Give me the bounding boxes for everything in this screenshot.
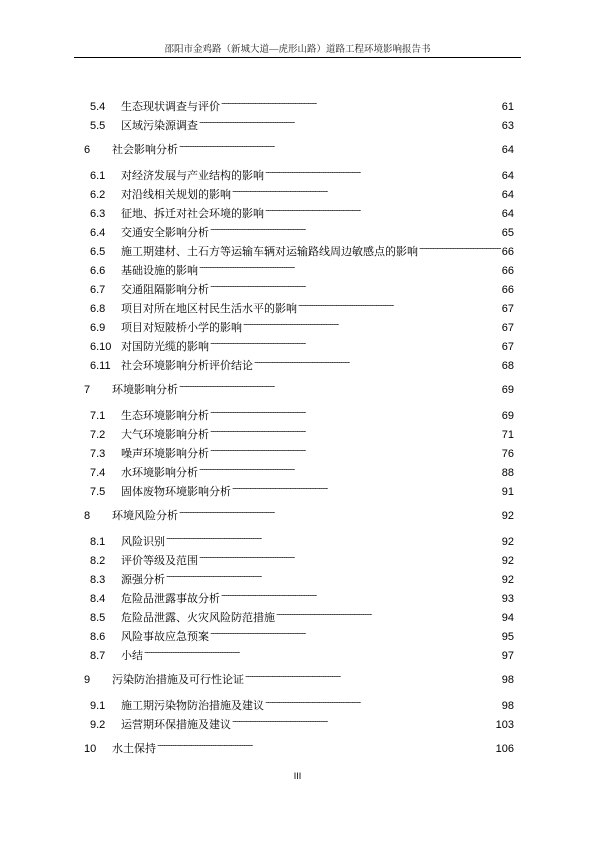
toc-entry-page: 106 <box>495 743 514 755</box>
toc-entry-title: 风险识别 <box>121 536 165 548</box>
toc-entry-page: 64 <box>501 144 514 156</box>
toc-entry[interactable] <box>90 568 514 586</box>
toc-entry-number: 6.6 <box>90 265 106 277</box>
toc-dot-leader <box>210 221 501 236</box>
toc-entry-title: 区域污染源调查 <box>121 120 198 132</box>
toc-dot-leader <box>199 461 501 476</box>
toc-entry[interactable] <box>90 625 514 643</box>
toc-entry[interactable] <box>90 95 514 113</box>
toc-entry-page: 61 <box>501 101 514 113</box>
toc-entry-title: 交通阻隔影响分析 <box>121 284 209 296</box>
toc-entry-title: 固体废物环境影响分析 <box>121 486 231 498</box>
toc-entry-number: 8.5 <box>90 612 106 624</box>
toc-entry-number: 7.5 <box>90 486 106 498</box>
toc-entry-page: 93 <box>501 593 514 605</box>
toc-entry-number: 9 <box>84 674 91 686</box>
page-number: III <box>293 771 302 781</box>
toc-entry-page: 92 <box>501 536 514 548</box>
toc-entry-page: 98 <box>501 700 514 712</box>
toc-entry-number: 5.5 <box>90 120 106 132</box>
toc-entry[interactable] <box>90 404 514 422</box>
toc-entry-page: 94 <box>501 612 514 624</box>
toc-entry-number: 7.2 <box>90 429 106 441</box>
toc-entry-title: 环境影响分析 <box>112 384 178 396</box>
toc-entry-title: 污染防治措施及可行性论证 <box>112 674 244 686</box>
toc-entry-page: 64 <box>501 189 514 201</box>
toc-entry-title: 征地、拆迁对社会环境的影响 <box>121 208 264 220</box>
toc-entry[interactable] <box>90 606 514 624</box>
toc-entry-title: 生态环境影响分析 <box>121 410 209 422</box>
toc-entry-title: 项目对所在地区村民生活水平的影响 <box>121 303 297 315</box>
toc-dot-leader <box>199 114 501 129</box>
toc-entry-page: 88 <box>501 467 514 479</box>
toc-entry-title: 源强分析 <box>121 574 165 586</box>
toc-entry-page: 97 <box>501 650 514 662</box>
toc-entry-number: 8.4 <box>90 593 106 605</box>
toc-entry-title: 施工期建材、土石方等运输车辆对运输路线周边敏感点的影响 <box>121 246 418 258</box>
toc-entry[interactable] <box>90 221 514 239</box>
toc-dot-leader <box>166 530 501 545</box>
toc-dot-leader <box>166 568 501 583</box>
toc-dot-leader <box>210 278 501 293</box>
toc-entry-title: 对沿线相关规划的影响 <box>121 189 231 201</box>
toc-dot-leader <box>254 354 501 369</box>
toc-entry-page: 68 <box>501 360 514 372</box>
toc-dot-leader <box>245 668 501 683</box>
toc-entry[interactable] <box>90 461 514 479</box>
toc-dot-leader <box>265 164 501 179</box>
toc-entry[interactable] <box>90 480 514 498</box>
toc-dot-leader <box>179 378 501 393</box>
toc-entry-number: 8.3 <box>90 574 106 586</box>
toc-entry-number: 6.1 <box>90 170 106 182</box>
toc-entry-page: 92 <box>501 510 514 522</box>
toc-entry-number: 7.4 <box>90 467 106 479</box>
toc-dot-leader <box>232 480 501 495</box>
toc-entry[interactable] <box>90 549 514 567</box>
toc-entry-number: 10 <box>84 743 97 755</box>
toc-entry-page: 67 <box>501 303 514 315</box>
toc-entry-number: 5.4 <box>90 101 106 113</box>
toc-entry-title: 交通安全影响分析 <box>121 227 209 239</box>
toc-entry[interactable] <box>90 114 514 132</box>
toc-entry-number: 6.3 <box>90 208 106 220</box>
toc-entry-title: 运营期环保措施及建议 <box>121 719 231 731</box>
toc-entry-page: 71 <box>501 429 514 441</box>
toc-dot-leader <box>265 202 501 217</box>
toc-entry-title: 对经济发展与产业结构的影响 <box>121 170 264 182</box>
toc-entry-title: 风险事故应急预案 <box>121 631 209 643</box>
toc-entry-page: 67 <box>501 341 514 353</box>
toc-entry-page: 98 <box>501 674 514 686</box>
toc-entry[interactable] <box>90 530 514 548</box>
toc-entry-page: 67 <box>501 322 514 334</box>
toc-entry[interactable] <box>90 694 514 712</box>
toc-entry-number: 8.2 <box>90 555 106 567</box>
toc-entry-page: 92 <box>501 555 514 567</box>
toc-entry-number: 7.1 <box>90 410 106 422</box>
toc-entry-number: 6.9 <box>90 322 106 334</box>
toc-entry-number: 6.4 <box>90 227 106 239</box>
toc-entry-title: 危险品泄露、火灾风险防范措施 <box>121 612 275 624</box>
toc-entry-number: 8.6 <box>90 631 106 643</box>
toc-entry-number: 6 <box>84 144 91 156</box>
toc-entry-title: 危险品泄露事故分析 <box>121 593 220 605</box>
toc-entry-number: 6.7 <box>90 284 106 296</box>
toc-entry-number: 6.8 <box>90 303 106 315</box>
toc-entry-page: 103 <box>495 719 514 731</box>
toc-dot-leader <box>298 297 501 312</box>
toc-dot-leader <box>221 95 501 110</box>
toc-entry-page: 63 <box>501 120 514 132</box>
toc-dot-leader <box>232 713 495 728</box>
toc-entry[interactable] <box>90 316 514 334</box>
toc-dot-leader <box>179 138 501 153</box>
toc-entry-title: 基础设施的影响 <box>121 265 198 277</box>
toc-dot-leader <box>210 625 501 640</box>
toc-entry-title: 水环境影响分析 <box>121 467 198 479</box>
toc-entry[interactable] <box>90 713 514 731</box>
toc-entry-title: 施工期污染物防治措施及建议 <box>121 700 264 712</box>
toc-dot-leader <box>179 504 501 519</box>
toc-entry-title: 生态现状调查与评价 <box>121 101 220 113</box>
toc-entry-title: 对国防光缆的影响 <box>121 341 209 353</box>
toc-entry-title: 环境风险分析 <box>112 510 178 522</box>
toc-entry[interactable] <box>90 183 514 201</box>
toc-entry[interactable] <box>90 587 514 605</box>
toc-dot-leader <box>157 737 495 752</box>
toc-entry[interactable] <box>90 644 514 662</box>
toc-entry-number: 8.7 <box>90 650 106 662</box>
toc-entry-title: 社会环境影响分析评价结论 <box>121 360 253 372</box>
toc-dot-leader <box>232 183 501 198</box>
toc-entry[interactable] <box>90 442 514 460</box>
toc-entry-number: 6.10 <box>90 341 112 353</box>
toc-dot-leader <box>210 404 501 419</box>
toc-dot-leader <box>276 606 501 621</box>
toc-entry-title: 项目对短陂桥小学的影响 <box>121 322 242 334</box>
toc-entry-page: 76 <box>501 448 514 460</box>
toc-entry-page: 64 <box>501 170 514 182</box>
toc-entry-number: 6.5 <box>90 246 106 258</box>
toc-entry-page: 95 <box>501 631 514 643</box>
toc-entry-page: 64 <box>501 208 514 220</box>
toc-entry-number: 6.11 <box>90 360 111 372</box>
toc-dot-leader <box>144 644 501 659</box>
toc-dot-leader <box>210 335 501 350</box>
toc-entry[interactable] <box>90 335 514 353</box>
toc-dot-leader <box>199 549 501 564</box>
toc-entry[interactable] <box>90 164 514 182</box>
toc-dot-leader <box>221 587 501 602</box>
toc-entry[interactable] <box>84 378 514 396</box>
toc-entry[interactable] <box>90 278 514 296</box>
toc-entry-page: 92 <box>501 574 514 586</box>
toc-entry[interactable] <box>90 423 514 441</box>
toc-entry-number: 9.1 <box>90 700 106 712</box>
toc-entry-number: 7.3 <box>90 448 106 460</box>
toc-entry-title: 水土保持 <box>112 743 156 755</box>
toc-entry-page: 65 <box>501 227 514 239</box>
toc-entry[interactable] <box>90 202 514 220</box>
toc-entry[interactable] <box>84 504 514 522</box>
toc-dot-leader <box>265 694 501 709</box>
toc-entry-title: 小结 <box>121 650 143 662</box>
toc-entry[interactable] <box>90 297 514 315</box>
toc-dot-leader <box>243 316 501 331</box>
toc-entry[interactable] <box>84 668 514 686</box>
toc-entry-number: 6.2 <box>90 189 106 201</box>
toc-entry-page: 66 <box>501 246 514 258</box>
toc-entry-number: 7 <box>84 384 91 396</box>
page-header: 邵阳市金鸡路（新城大道—虎形山路）道路工程环境影响报告书 <box>164 45 431 55</box>
toc-entry-page: 69 <box>501 410 514 422</box>
toc-entry-page: 66 <box>501 284 514 296</box>
toc-dot-leader <box>210 442 501 457</box>
toc-dot-leader <box>199 259 501 274</box>
toc-dot-leader <box>210 423 501 438</box>
toc-entry-title: 噪声环境影响分析 <box>121 448 209 460</box>
toc-entry[interactable] <box>90 240 514 258</box>
toc-entry-title: 评价等级及范围 <box>121 555 198 567</box>
toc-entry[interactable] <box>90 259 514 277</box>
toc-entry-page: 66 <box>501 265 514 277</box>
toc-dot-leader <box>419 240 501 255</box>
toc-entry[interactable] <box>84 138 514 156</box>
toc-entry-title: 社会影响分析 <box>112 144 178 156</box>
toc-entry-number: 9.2 <box>90 719 106 731</box>
toc-entry-title: 大气环境影响分析 <box>121 429 209 441</box>
toc-entry[interactable] <box>90 354 514 372</box>
toc-entry-number: 8 <box>84 510 91 522</box>
toc-entry-page: 91 <box>501 486 514 498</box>
toc-entry[interactable] <box>84 737 514 755</box>
toc-entry-page: 69 <box>501 384 514 396</box>
toc-entry-number: 8.1 <box>90 536 106 548</box>
